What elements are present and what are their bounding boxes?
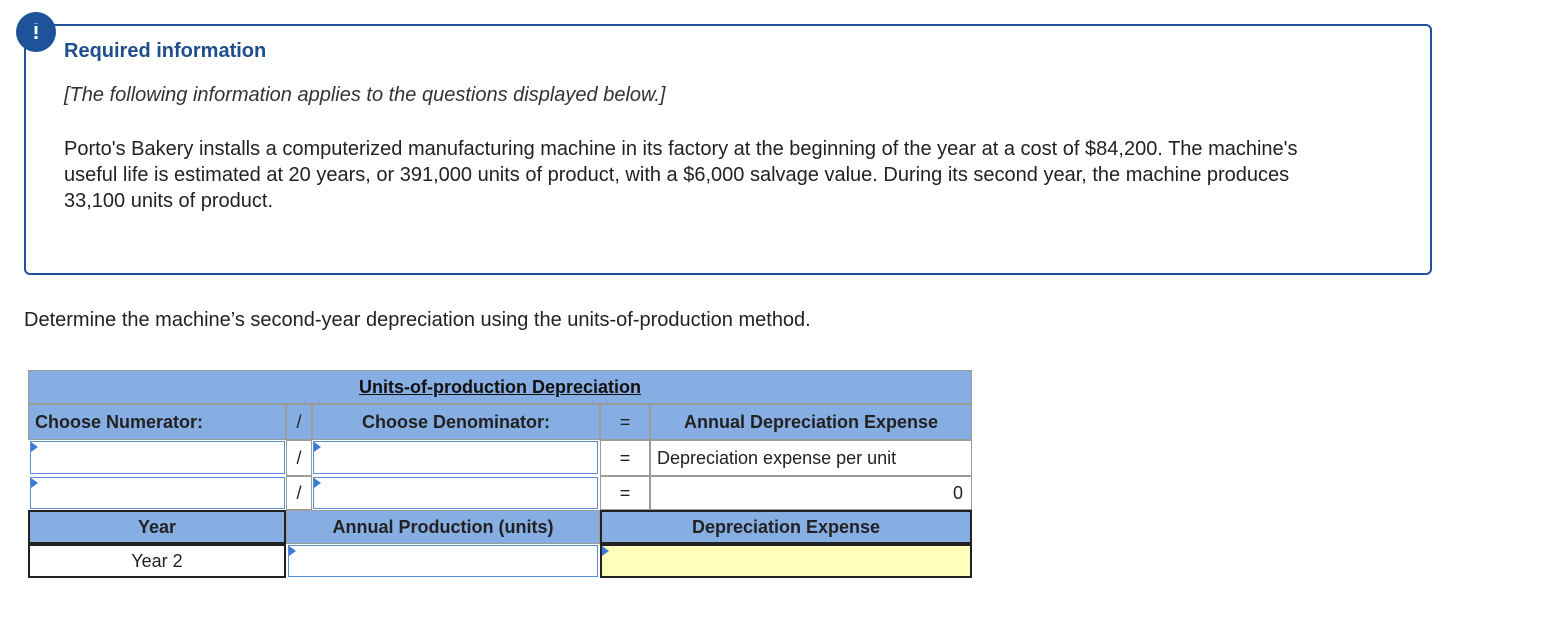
worksheet-title-cell	[28, 370, 972, 404]
dropdown-marker-icon	[314, 442, 321, 452]
info-title: Required information	[64, 40, 267, 62]
denominator-input-1[interactable]	[313, 441, 598, 474]
result-label-1: Depreciation expense per unit	[650, 440, 972, 476]
year-label: Year 2	[28, 544, 286, 578]
divide-header: /	[286, 404, 312, 440]
equals-header: =	[600, 404, 650, 440]
result-header: Annual Depreciation Expense	[650, 404, 972, 440]
expense-header: Depreciation Expense	[600, 510, 972, 544]
exclamation-icon: !	[32, 19, 40, 44]
worksheet-title: Units-of-production Depreciation	[359, 376, 641, 397]
year-header: Year	[28, 510, 286, 544]
result-value-2: 0	[650, 476, 972, 510]
equals-sign: =	[600, 440, 650, 476]
denominator-header: Choose Denominator:	[312, 404, 600, 440]
dropdown-marker-icon	[602, 546, 609, 556]
divide-sign: /	[286, 476, 312, 510]
production-input[interactable]	[288, 545, 598, 577]
production-header: Annual Production (units)	[286, 510, 600, 544]
depreciation-expense-input[interactable]	[600, 544, 972, 578]
question-text: Determine the machine’s second-year depreciation using the units-of-production method.	[24, 309, 811, 331]
info-note: [The following information applies to the questions displayed below.]	[64, 84, 666, 106]
numerator-input-1[interactable]	[30, 441, 285, 474]
numerator-header: Choose Numerator:	[28, 404, 286, 440]
divide-sign: /	[286, 440, 312, 476]
depreciation-worksheet	[28, 370, 972, 578]
denominator-input-2[interactable]	[313, 477, 598, 509]
info-body: Porto's Bakery installs a computerized manufacturing machine in its factory at the beginning of the year at a cost of $84,200. The machine's useful life is estimated at 20 years, or 391,000 units of product, with a $6,000 salvage value. During its second year, the machine produces 33,100 units of product.	[64, 138, 1298, 212]
dropdown-marker-icon	[314, 478, 321, 488]
numerator-input-2[interactable]	[30, 477, 285, 509]
dropdown-marker-icon	[31, 442, 38, 452]
dropdown-marker-icon	[289, 546, 296, 556]
dropdown-marker-icon	[31, 478, 38, 488]
equals-sign: =	[600, 476, 650, 510]
